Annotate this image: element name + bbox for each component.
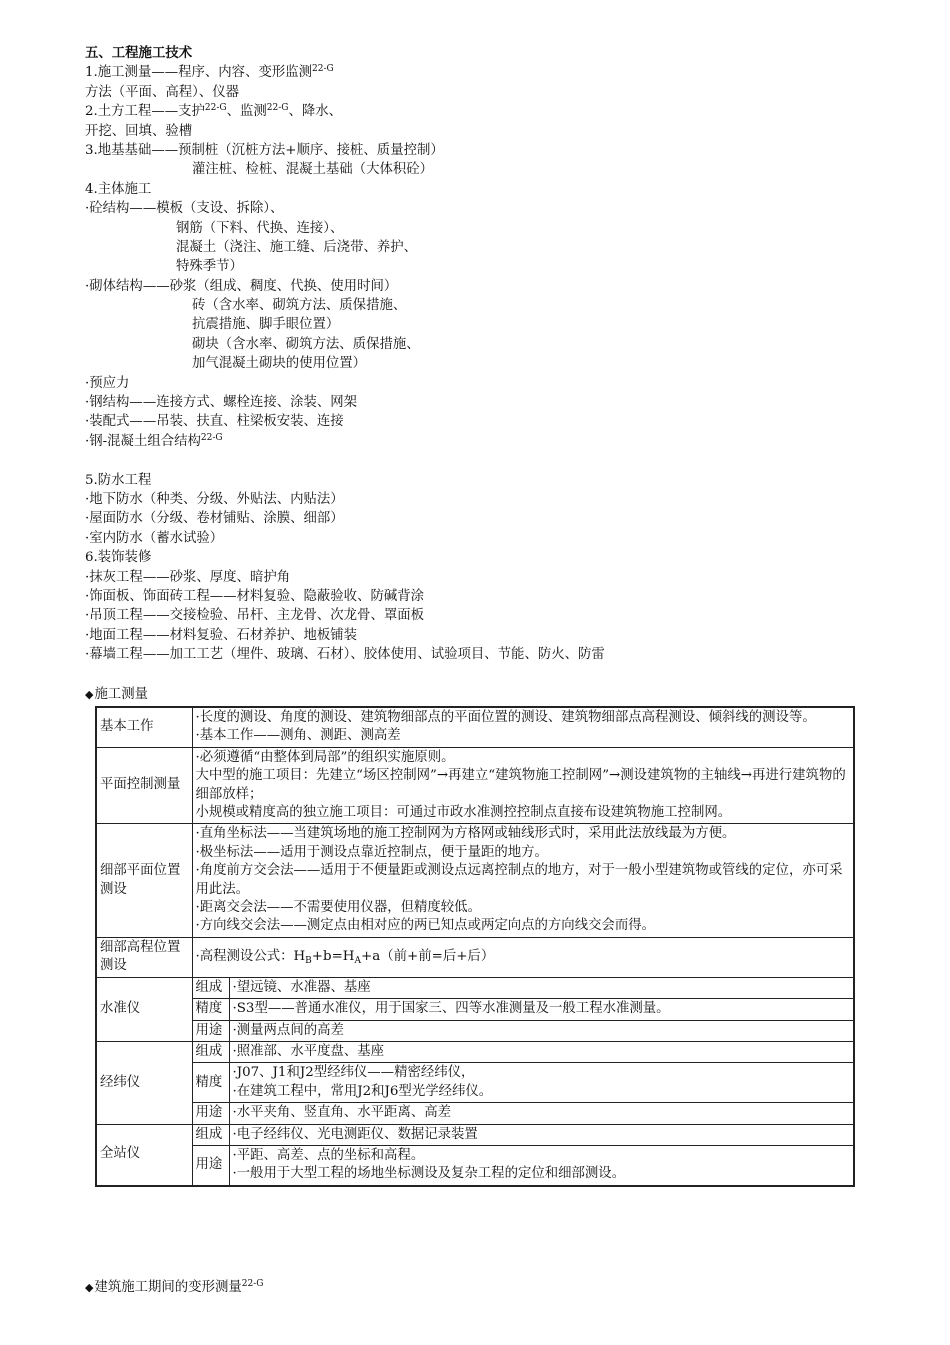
outline-line: 开挖、回填、验槽 bbox=[85, 123, 193, 139]
section-heading-deformation: ◆建筑施工期间的变形测量$^{22-G}$ bbox=[85, 1279, 264, 1295]
outline-line: 灌注桩、检桩、混凝土基础（大体积砼） bbox=[192, 162, 434, 178]
outline-line: ·饰面板、饰面砖工程——材料复验、隐蔽验收、防碱背涂 bbox=[85, 588, 425, 604]
survey-table bbox=[95, 706, 855, 1187]
row-label: 水准仪 bbox=[96, 977, 192, 1041]
outline-line: ·预应力 bbox=[85, 375, 130, 391]
outline-line: 5.防水工程 bbox=[85, 472, 152, 488]
sub-label: 用途 bbox=[192, 1103, 229, 1124]
table-row bbox=[96, 937, 854, 977]
row-content: ·S3型——普通水准仪，用于国家三、四等水准测量及一般工程水准测量。 bbox=[229, 999, 854, 1020]
outline-line: 1.施工测量——程序、内容、变形监测$^{22-G}$ bbox=[85, 64, 334, 81]
row-content: ·必须遵循“由整体到局部”的组织实施原则。 大中型的施工项目：先建立“场区控制网”→再建立“建筑物施工控制网”→测设建筑物的主轴线→再进行建筑物的细部放样； 小规模或精度高的独立施工项目：可通过市政水准测控控制点直接布设建筑物施工控制网。 bbox=[192, 747, 854, 824]
outline-line: ·幕墙工程——加工工艺（埋件、玻璃、石材）、胶体使用、试验项目、节能、防火、防雷 bbox=[85, 647, 605, 663]
sub-label: 用途 bbox=[192, 1145, 229, 1185]
outline-line: 钢筋（下料、代换、连接）、 bbox=[176, 220, 344, 236]
chapter-title: 五、工程施工技术 bbox=[85, 45, 193, 61]
section-heading-survey: ◆施工测量 bbox=[85, 687, 149, 702]
sub-label: 精度 bbox=[192, 1063, 229, 1103]
table-row bbox=[96, 1103, 854, 1124]
outline-line: 3.地基基础——预制桩（沉桩方法+顺序、接桩、质量控制） bbox=[85, 142, 444, 158]
exam-tag: 22-G bbox=[266, 103, 289, 114]
table-row bbox=[96, 824, 854, 937]
diamond-bullet-icon: ◆ bbox=[85, 1281, 94, 1294]
outline-line: 抗震措施、脚手眼位置） bbox=[192, 317, 340, 333]
sub-label: 组成 bbox=[192, 1041, 229, 1062]
outline-line: 4.主体施工 bbox=[85, 181, 152, 197]
outline-line: ·屋面防水（分级、卷材铺贴、涂膜、细部） bbox=[85, 511, 344, 527]
outline-line: ·砼结构——模板（支设、拆除）、 bbox=[85, 201, 284, 217]
outline-line: 砌块（含水率、砌筑方法、质保措施、 bbox=[192, 336, 420, 352]
row-content: ·直角坐标法——当建筑场地的施工控制网为方格网或轴线形式时，采用此法放线最为方便。 ·极坐标法——适用于测设点靠近控制点，便于量距的地方。 ·角度前方交会法——适用于不便量距或测设点远离控制点的地方，对于一般小型建筑物或管线的定位，亦可采用此法。 ·距离交会法——不需要使用仪器，但精度较低。 ·方向线交会法——测定点由相对应的两已知点或两定向点的方向线交会而得。 bbox=[192, 824, 854, 937]
outline-line: ·室内防水（蓄水试验） bbox=[85, 530, 224, 546]
table-row bbox=[96, 707, 854, 747]
row-content: ·照准部、水平度盘、基座 bbox=[229, 1041, 854, 1062]
exam-tag: 22-G bbox=[200, 432, 223, 443]
row-content: ·平距、高差、点的坐标和高程。 ·一般用于大型工程的场地坐标测设及复杂工程的定位和细部测设。 bbox=[229, 1145, 854, 1185]
outline-line: ·砌体结构——砂浆（组成、稠度、代换、使用时间） bbox=[85, 278, 398, 294]
outline-line: ·钢结构——连接方式、螺栓连接、涂装、网架 bbox=[85, 395, 358, 411]
row-label: 基本工作 bbox=[96, 707, 192, 747]
outline-line: ·钢-混凝土组合结构$^{22-G}$ bbox=[85, 432, 223, 449]
row-content: ·J07、J1和J2型经纬仪——精密经纬仪， ·在建筑工程中，常用J2和J6型光学经纬仪。 bbox=[229, 1063, 854, 1103]
row-content: ·测量两点间的高差 bbox=[229, 1020, 854, 1041]
row-label: 平面控制测量 bbox=[96, 747, 192, 824]
outline-line: 砖（含水率、砌筑方法、质保措施、 bbox=[192, 298, 407, 314]
row-content: ·电子经纬仪、光电测距仪、数据记录装置 bbox=[229, 1124, 854, 1145]
exam-tag: 22-G bbox=[312, 64, 334, 75]
table-row bbox=[96, 999, 854, 1020]
sub-label: 组成 bbox=[192, 977, 229, 998]
row-content: ·长度的测设、角度的测设、建筑物细部点的平面位置的测设、建筑物细部点高程测设、倾斜线的测设等。 ·基本工作——测角、测距、测高差 bbox=[192, 707, 854, 747]
outline-line: ·地下防水（种类、分级、外贴法、内贴法） bbox=[85, 491, 344, 507]
outline-line: ·装配式——吊装、扶直、柱梁板安装、连接 bbox=[85, 414, 344, 430]
table-row bbox=[96, 1063, 854, 1103]
sub-label: 用途 bbox=[192, 1020, 229, 1041]
row-label: 细部高程位置测设 bbox=[96, 937, 192, 977]
outline-line: 混凝土（浇注、施工缝、后浇带、养护、 bbox=[176, 239, 418, 255]
outline-line: 特殊季节） bbox=[176, 259, 243, 275]
exam-tag: 22-G bbox=[241, 1279, 264, 1289]
table-row bbox=[96, 1124, 854, 1145]
outline-line: 方法（平面、高程）、仪器 bbox=[85, 84, 239, 100]
row-label: 细部平面位置测设 bbox=[96, 824, 192, 937]
table-row bbox=[96, 1041, 854, 1062]
table-row bbox=[96, 1020, 854, 1041]
outline-line: 加气混凝土砌块的使用位置） bbox=[192, 356, 367, 372]
outline-line: 6.装饰装修 bbox=[85, 550, 152, 566]
spacer bbox=[85, 451, 905, 470]
exam-tag: 22-G bbox=[204, 103, 227, 114]
row-label: 全站仪 bbox=[96, 1124, 192, 1186]
row-label: 经纬仪 bbox=[96, 1041, 192, 1124]
table-row bbox=[96, 1145, 854, 1185]
outline-line: ·地面工程——材料复验、石材养护、地板铺装 bbox=[85, 627, 358, 643]
row-content: ·高程测设公式：$H_B+b=H_A+a$（前+前=后+后） bbox=[192, 937, 854, 977]
sub-label: 精度 bbox=[192, 999, 229, 1020]
outline bbox=[85, 44, 905, 665]
table-row bbox=[96, 977, 854, 998]
diamond-bullet-icon: ◆ bbox=[85, 688, 94, 701]
row-content: ·水平夹角、竖直角、水平距离、高差 bbox=[229, 1103, 854, 1124]
outline-line: ·抹灰工程——砂浆、厚度、暗护角 bbox=[85, 569, 291, 585]
row-content: ·望远镜、水准器、基座 bbox=[229, 977, 854, 998]
table-row bbox=[96, 747, 854, 824]
outline-line: 2.土方工程——支护$^{22-G}$、监测$^{22-G}$、降水、 bbox=[85, 103, 343, 120]
outline-line: ·吊顶工程——交接检验、吊杆、主龙骨、次龙骨、罩面板 bbox=[85, 608, 425, 624]
sub-label: 组成 bbox=[192, 1124, 229, 1145]
